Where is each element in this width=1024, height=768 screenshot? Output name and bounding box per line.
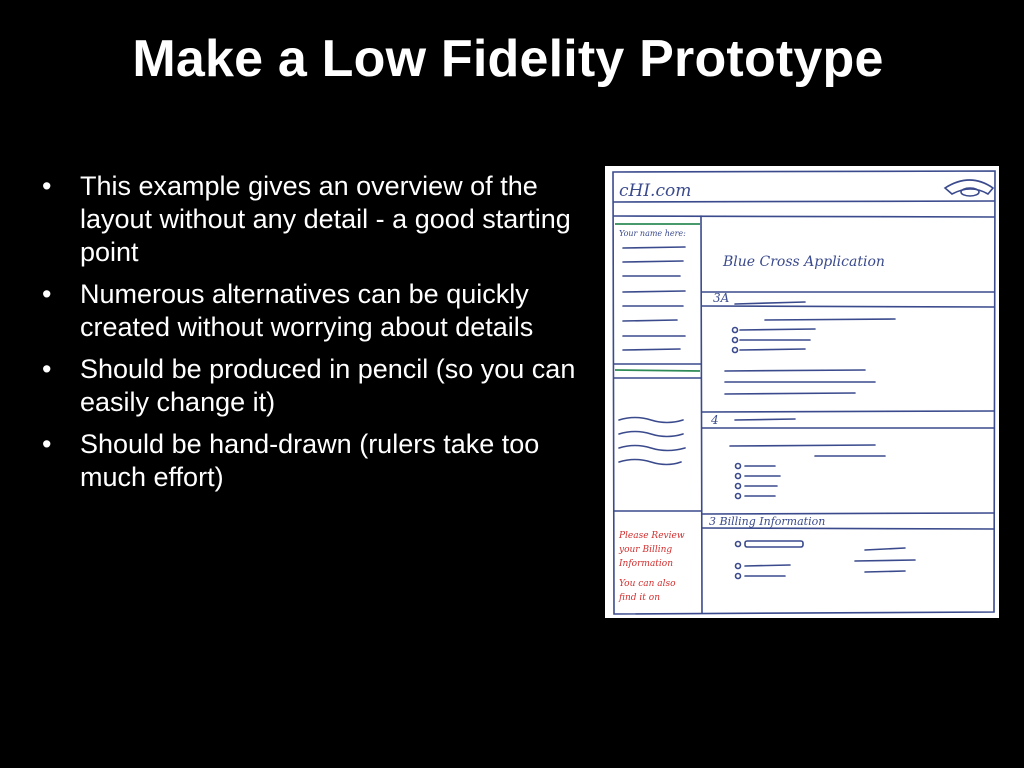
sketch-note-line: find it on [619, 593, 660, 603]
sketch-note-line: You can also [619, 579, 676, 589]
sketch-section-a: 3A [713, 291, 730, 305]
bullet-item [40, 428, 600, 494]
slide-title: Make a Low Fidelity Prototype [132, 30, 884, 88]
bullet-text: Numerous alternatives can be quickly created without worrying about details [80, 279, 534, 342]
bullet-marker: • [42, 354, 52, 384]
bullet-text: Should be hand-drawn (rulers take too much effort) [80, 429, 540, 492]
telephone-icon [945, 180, 993, 194]
sketch-note-line: Please Review [619, 531, 685, 541]
sketch-section-line [702, 306, 994, 307]
prototype-sketch-image [605, 166, 999, 618]
sketch-note-line: your Billing [619, 545, 673, 555]
sketch-heading: Blue Cross Application [723, 254, 885, 270]
sketch-sidebar-label: Your name here: [619, 229, 686, 238]
bullet-item [40, 353, 600, 419]
bullet-text: This example gives an overview of the layout without any detail - a good starting point [80, 171, 571, 267]
bullet-item [40, 170, 600, 269]
sketch-section-c: 3 Billing Information [709, 515, 826, 528]
bullet-list [40, 170, 600, 503]
bullet-item [40, 278, 600, 344]
bullet-marker: • [42, 171, 52, 201]
bullet-marker: • [42, 279, 52, 309]
sketch-green-line [615, 370, 700, 371]
sketch-section-line [702, 513, 994, 514]
sketch-note-line: Information [619, 559, 674, 569]
sketch-header-line [614, 201, 994, 202]
sketch-site-name: cHI.com [619, 181, 692, 201]
hand-drawn-sketch [605, 166, 999, 618]
sketch-sidebar-divider [701, 216, 702, 613]
sketch-section-b: 4 [711, 413, 719, 427]
sketch-section-line [702, 411, 994, 412]
bullet-text: Should be produced in pencil (so you can easily change it) [80, 354, 576, 417]
bullet-marker: • [42, 429, 52, 459]
sketch-header-line [614, 216, 994, 217]
sketch-section-line [702, 528, 994, 529]
